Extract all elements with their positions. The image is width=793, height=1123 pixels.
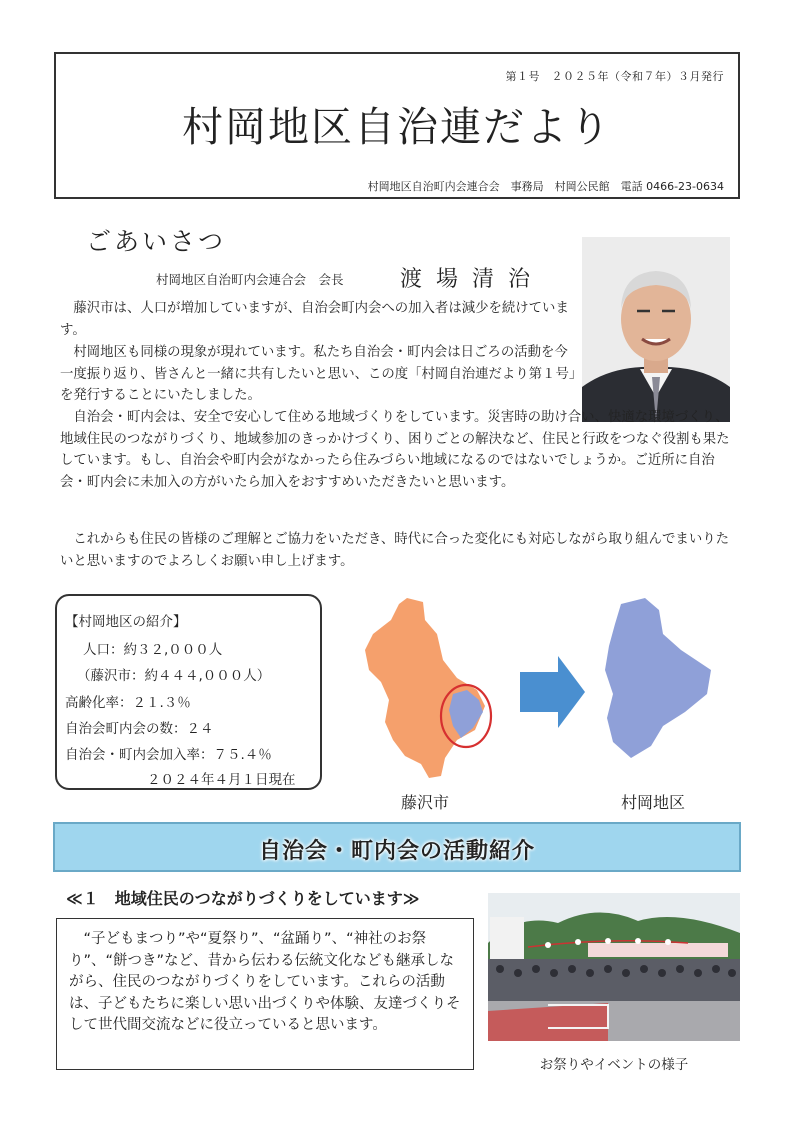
section-text-box — [56, 918, 474, 1070]
greeting-paragraph: 村岡地区も同様の現象が現れています。私たち自治会・町内会は日ごろの活動を今一度振り返り、皆さんと一緒に共有したいと思い、この度「村岡自治連だより第１号」を発行することにいたしました。 — [60, 345, 576, 403]
info-aging-rate: 高齢化率：２１.３％ — [65, 695, 191, 711]
chairman-photo — [582, 237, 730, 422]
greeting-title: ごあいさつ — [86, 227, 227, 256]
muraoka-map-large — [605, 598, 711, 758]
maps-svg — [345, 590, 745, 790]
info-heading: 【村岡地区の紹介】 — [65, 614, 187, 630]
info-membership-rate: 自治会・町内会加入率：７５.４％ — [65, 747, 272, 763]
portrait-image — [582, 237, 730, 422]
newsletter-title: 村岡地区自治連だより — [182, 103, 612, 151]
info-city-population: （藤沢市：約４４４,０００人） — [77, 668, 271, 684]
section-heading: ≪１ 地域住民のつながりづくりをしています≫ — [66, 889, 420, 908]
banner-title: 自治会・町内会の活動紹介 — [258, 839, 535, 864]
district-info-box — [55, 594, 322, 790]
office-contact: 村岡地区自治町内会連合会 事務局 村岡公民館 電話 0466-23-0634 — [367, 180, 724, 193]
greeting-paragraph: 自治会・町内会は、安全で安心して住める地域づくりをしています。災害時の助け合い、快適な環境づくり、地域住民のつながりづくり、地域参加のきっかけづくり、困りごとの解決など、住民と行政をつなぐ役割も果たしています。もし、自治会や町内会がなかったら住みづらい地域になるのではないでしょうか。ご近所に自治会・町内会に未加入の方がいたら加入をおすすめいただきたいと思います。 — [60, 410, 730, 490]
event-photo — [488, 893, 740, 1041]
greeting-org: 村岡地区自治町内会連合会 会長 — [156, 272, 344, 287]
map-label-muraoka: 村岡地区 — [621, 793, 686, 812]
section-text: “子どもまつり”や“夏祭り”、“盆踊り”、“神社のお祭り”、“餅つき”など、昔から伝わる伝統文化なども継承しながら、住民のつながりづくりをしています。これらの活動は、子どもたちに楽しい思い出づくりや体験、友達づくりそして世代間交流などに役立っていると思います。 — [69, 931, 461, 1033]
info-associations: 自治会町内会の数：２４ — [65, 721, 214, 737]
maps-figure — [345, 590, 745, 812]
greeting-paragraph: 藤沢市は、人口が増加していますが、自治会町内会への加入者は減少を続けています。 — [60, 301, 569, 338]
chairman-name: 渡場清治 — [400, 267, 545, 292]
map-label-fujisawa: 藤沢市 — [401, 793, 450, 812]
festival-image — [488, 893, 740, 1041]
info-as-of: ２０２４年４月１日現在 — [147, 772, 296, 788]
info-population: 人口：約３２,０００人 — [83, 642, 223, 658]
greeting-paragraph: これからも住民の皆様のご理解とご協力をいただき、時代に合った変化にも対応しながら取り組んでまいりたいと思いますのでよろしくお願い申し上げます。 — [60, 532, 729, 569]
photo-caption: お祭りやイベントの様子 — [539, 1057, 689, 1073]
activity-banner — [53, 822, 741, 872]
fujisawa-map — [365, 598, 485, 778]
masthead — [54, 52, 740, 199]
issue-info: 第１号 ２０２５年（令和７年）３月発行 — [505, 70, 724, 83]
arrow-icon — [520, 656, 585, 728]
